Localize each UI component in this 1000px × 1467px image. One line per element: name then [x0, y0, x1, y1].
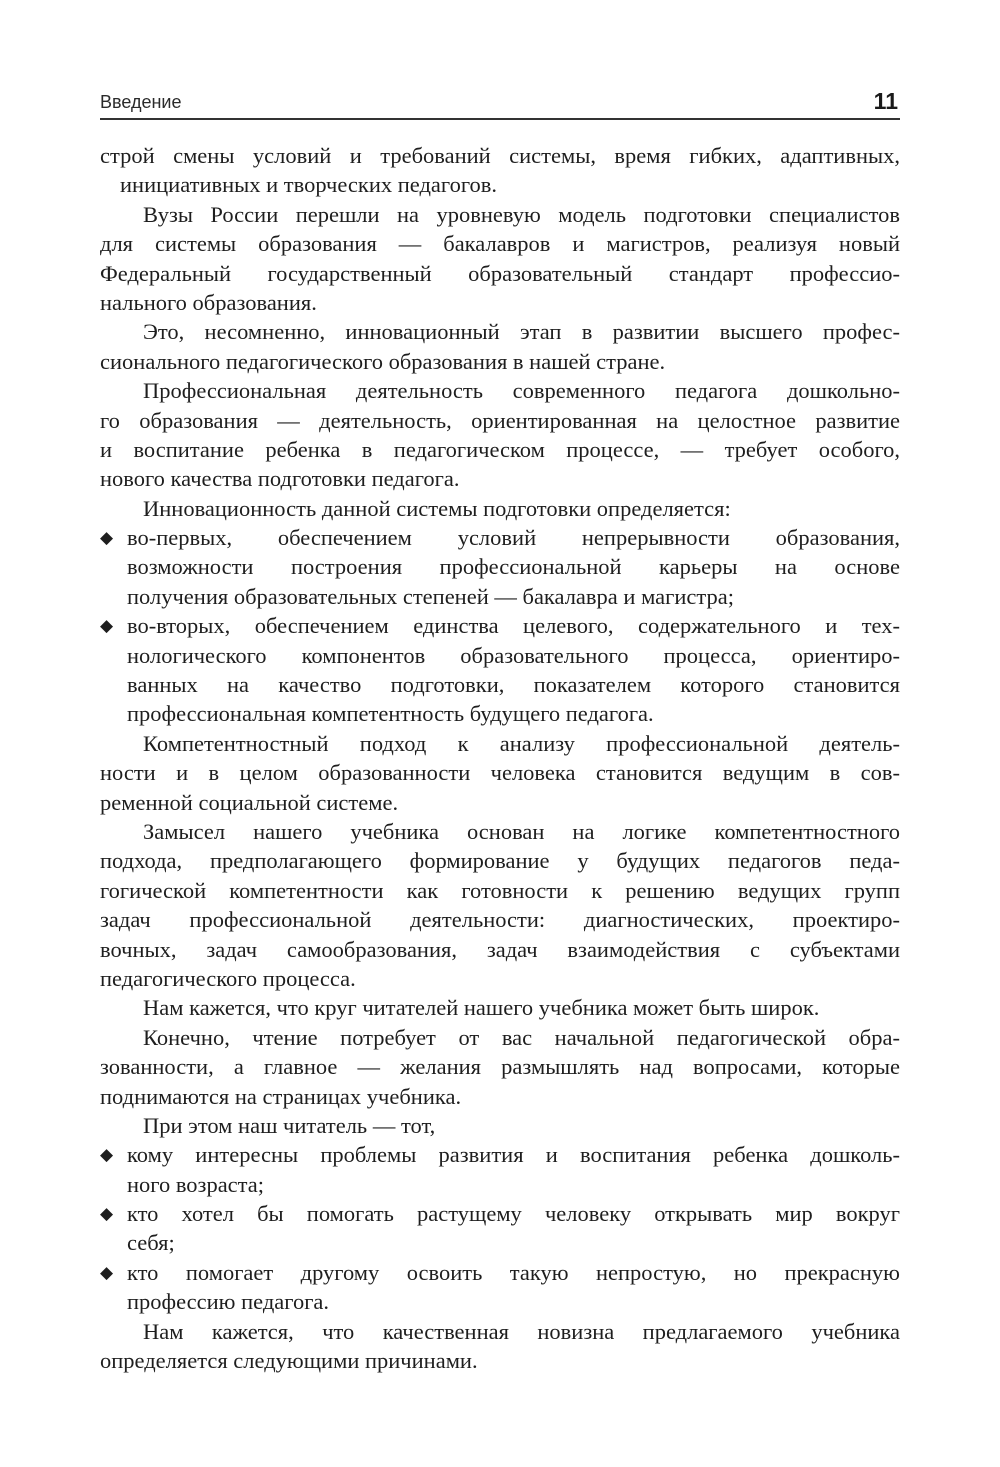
text-line: [100, 288, 900, 317]
line-text: Нам кажется, что круг читателей нашего учебника может быть широк.: [143, 995, 820, 1021]
line-text: нологического компонентов образовательного процесса, ориентиро-: [127, 642, 900, 668]
line-text: ванных на качество подготовки, показателем которого становится: [127, 672, 900, 698]
header-rule: [100, 118, 900, 120]
line-text: Замысел нашего учебника основан на логике компетентностного: [143, 818, 900, 844]
text-line: [100, 1111, 900, 1140]
text-line: [100, 729, 900, 758]
line-text: Это, несомненно, инновационный этап в развитии высшего профес-: [143, 319, 900, 345]
text-line: [100, 1317, 900, 1346]
line-text: инициативных и творческих педагогов.: [120, 172, 497, 198]
bullet-line: [100, 523, 900, 552]
text-line: [100, 1346, 900, 1375]
text-line: [100, 1052, 900, 1081]
line-text: зованности, а главное — желания размышлять над вопросами, которые: [100, 1054, 900, 1080]
text-line: [100, 494, 900, 523]
text-line: [100, 406, 900, 435]
line-text: ности и в целом образованности человека становится ведущим в сов-: [100, 760, 900, 786]
text-line: [100, 170, 900, 199]
text-line: [100, 993, 900, 1022]
diamond-bullet-icon: ◆: [100, 616, 114, 636]
line-text: профессию педагога.: [127, 1289, 330, 1315]
line-text: При этом наш читатель — тот,: [143, 1112, 436, 1138]
line-text: Федеральный государственный образовательный стандарт профессио-: [100, 260, 900, 286]
text-line: [100, 1287, 900, 1316]
text-line: [100, 641, 900, 670]
line-text: для системы образования — бакалавров и магистров, реализуя новый: [100, 231, 900, 257]
line-text: нового качества подготовки педагога.: [100, 466, 460, 492]
line-text: во-первых, обеспечением условий непрерывности образования,: [127, 525, 900, 551]
bullet-line: [100, 611, 900, 640]
line-text: Инновационность данной системы подготовки определяется:: [143, 495, 731, 521]
text-line: [100, 317, 900, 346]
text-line: [100, 464, 900, 493]
line-text: Нам кажется, что качественная новизна предлагаемого учебника: [143, 1318, 900, 1344]
line-text: гогической компетентности как готовности к решению ведущих групп: [100, 877, 900, 903]
text-line: [100, 376, 900, 405]
text-line: [100, 259, 900, 288]
text-line: [100, 758, 900, 787]
diamond-bullet-icon: ◆: [100, 528, 114, 548]
line-text: Конечно, чтение потребует от вас начальной педагогической обра-: [143, 1024, 900, 1050]
diamond-bullet-icon: ◆: [100, 1145, 114, 1165]
text-line: [100, 964, 900, 993]
text-line: [100, 699, 900, 728]
text-line: [100, 1170, 900, 1199]
text-line: [100, 817, 900, 846]
text-line: [100, 435, 900, 464]
diamond-bullet-icon: ◆: [100, 1204, 114, 1224]
line-text: ного возраста;: [127, 1171, 265, 1197]
line-text: ременной социальной системе.: [100, 789, 399, 815]
text-line: [100, 1023, 900, 1052]
text-line: [100, 347, 900, 376]
line-text: строй смены условий и требований системы, время гибких, адаптивных,: [100, 143, 900, 168]
text-line: [100, 876, 900, 905]
line-text: профессиональная компетентность будущего педагога.: [127, 701, 654, 727]
bullet-line: [100, 1199, 900, 1228]
line-text: кому интересны проблемы развития и воспитания ребенка дошколь-: [127, 1142, 900, 1168]
running-header-section: Введение: [100, 92, 182, 112]
text-line: [100, 905, 900, 934]
text-line: [100, 1228, 900, 1257]
text-line: [100, 229, 900, 258]
text-line: [100, 141, 900, 170]
bullet-line: [100, 1258, 900, 1287]
text-line: [100, 846, 900, 875]
line-text: Профессиональная деятельность современного педагога дошкольно-: [143, 378, 900, 404]
line-text: нального образования.: [100, 289, 317, 315]
line-text: поднимаются на страницах учебника.: [100, 1083, 462, 1109]
line-text: и воспитание ребенка в педагогическом процессе, — требует особого,: [100, 436, 900, 462]
text-line: [100, 670, 900, 699]
body-text: [100, 141, 900, 1375]
text-line: [100, 582, 900, 611]
diamond-bullet-icon: ◆: [100, 1262, 114, 1282]
line-text: Вузы России перешли на уровневую модель подготовки специалистов: [143, 201, 900, 227]
text-line: [100, 788, 900, 817]
line-text: кто помогает другому освоить такую непростую, но прекрасную: [127, 1259, 900, 1285]
bullet-line: [100, 1140, 900, 1169]
text-line: [100, 200, 900, 229]
line-text: подхода, предполагающего формирование у будущих педагогов педа-: [100, 848, 900, 874]
line-text: кто хотел бы помогать растущему человеку открывать мир вокруг: [127, 1201, 900, 1227]
line-text: го образования — деятельность, ориентированная на целостное развитие: [100, 407, 900, 433]
line-text: получения образовательных степеней — бакалавра и магистра;: [127, 583, 734, 609]
text-line: [100, 935, 900, 964]
text-line: [100, 1082, 900, 1111]
line-text: во-вторых, обеспечением единства целевого, содержательного и тех-: [127, 613, 900, 639]
line-text: вочных, задач самообразования, задач взаимодействия с субъектами: [100, 936, 900, 962]
page-number: 11: [873, 88, 898, 114]
line-text: Компетентностный подход к анализу профессиональной деятель-: [143, 730, 900, 756]
line-text: задач профессиональной деятельности: диагностических, проектиро-: [100, 907, 900, 933]
line-text: возможности построения профессиональной карьеры на основе: [127, 554, 900, 580]
line-text: педагогического процесса.: [100, 965, 356, 991]
line-text: сионального педагогического образования в нашей стране.: [100, 348, 666, 374]
text-line: [100, 552, 900, 581]
line-text: себя;: [127, 1230, 175, 1256]
line-text: определяется следующими причинами.: [100, 1348, 478, 1374]
